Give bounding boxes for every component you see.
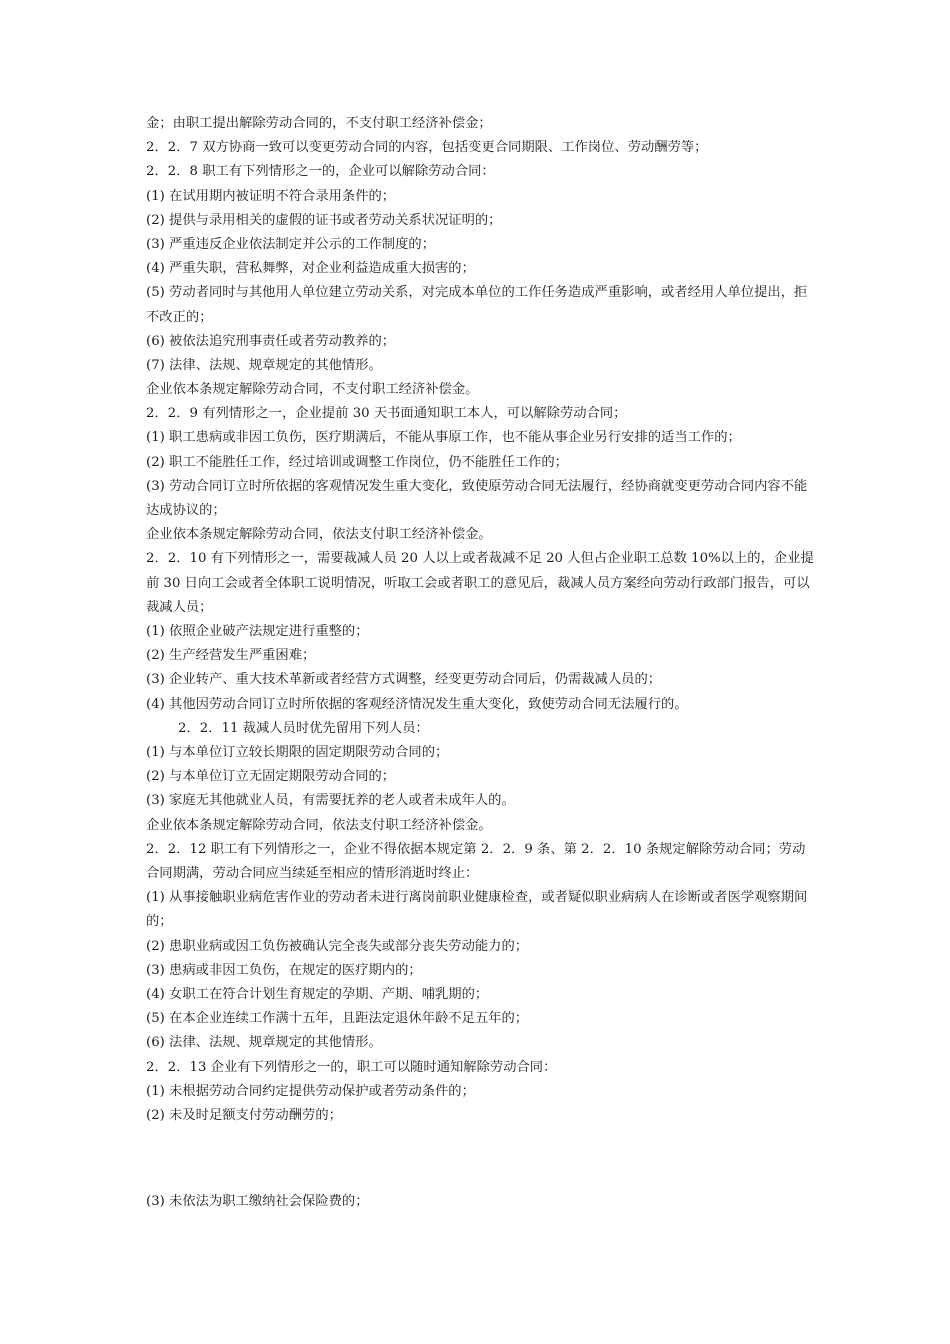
list-item: (3) 未依法为职工缴纳社会保险费的；	[146, 1194, 369, 1210]
clause-2-2-11: 2．2．11 裁减人员时优先留用下列人员：	[178, 720, 429, 736]
list-item: (2) 未及时足额支付劳动酬劳的；	[146, 1107, 342, 1123]
list-item: (5) 劳动者同时与其他用人单位建立劳动关系，对完成本单位的工作任务造成严重影响，或者经用人单位提出，拒不改正的；	[146, 285, 808, 325]
list-item: (1) 在试用期内被证明不符合录用条件的；	[146, 188, 396, 204]
list-item: (1) 从事接触职业病危害作业的劳动者未进行离岗前职业健康检查，或者疑似职业病病人在诊断或者医学观察期间的；	[146, 890, 808, 930]
clause-2-2-12: 2．2．12 职工有下列情形之一，企业不得依据本规定第 2．2．9 条、第 2．2．10 条规定解除劳动合同；劳动合同期满，劳动合同应当续延至相应的情形消逝时终止：	[146, 841, 806, 881]
list-item: (1) 职工患病或非因工负伤，医疗期满后，不能从事原工作，也不能从事企业另行安排的适当工作的；	[146, 430, 741, 446]
list-item: (3) 严重违反企业依法制定并公示的工作制度的；	[146, 236, 435, 252]
text-line: 金；由职工提出解除劳动合同的，不支付职工经济补偿金；	[146, 116, 492, 131]
list-item: (5) 在本企业连续工作满十五年，且距法定退休年龄不足五年的；	[146, 1011, 529, 1027]
list-item: (2) 提供与录用相关的虚假的证书或者劳动关系状况证明的；	[146, 212, 502, 228]
text-line: 企业依本条规定解除劳动合同，不支付职工经济补偿金。	[146, 382, 479, 398]
list-item: (4) 其他因劳动合同订立时所依据的客观经济情况发生重大变化，致使劳动合同无法履行的。	[146, 696, 688, 712]
list-item: (6) 法律、法规、规章规定的其他情形。	[146, 1035, 382, 1051]
clause-2-2-13: 2．2．13 企业有下列情形之一的，职工可以随时通知解除劳动合同：	[146, 1059, 557, 1075]
text-line: 企业依本条规定解除劳动合同，依法支付职工经济补偿金。	[146, 527, 492, 543]
list-item: (2) 生产经营发生严重困难；	[146, 648, 316, 664]
list-item: (2) 与本单位订立无固定期限劳动合同的；	[146, 769, 396, 785]
clause-2-2-9: 2．2．9 有列情形之一，企业提前 30 天书面通知职工本人，可以解除劳动合同；	[146, 406, 627, 422]
list-item: (3) 患病或非因工负伤，在规定的医疗期内的；	[146, 962, 422, 978]
list-item: (2) 患职业病或因工负伤被确认完全丧失或部分丧失劳动能力的；	[146, 938, 529, 954]
page-gap	[146, 1128, 816, 1190]
clause-2-2-7: 2．2．7 双方协商一致可以变更劳动合同的内容，包括变更合同期限、工作岗位、劳动酬劳等；	[146, 140, 708, 156]
list-item: (3) 企业转产、重大技术革新或者经营方式调整，经变更劳动合同后，仍需裁减人员的；	[146, 672, 662, 688]
document-body	[146, 112, 816, 1214]
list-item: (7) 法律、法规、规章规定的其他情形。	[146, 357, 382, 373]
list-item: (3) 劳动合同订立时所依据的客观情况发生重大变化，致使原劳动合同无法履行，经协商就变更劳动合同内容不能达成协议的；	[146, 478, 808, 519]
list-item: (6) 被依法追究刑事责任或者劳动教养的；	[146, 333, 396, 349]
text-line: 企业依本条规定解除劳动合同，依法支付职工经济补偿金。	[146, 817, 492, 833]
list-item: (2) 职工不能胜任工作，经过培训或调整工作岗位，仍不能胜任工作的；	[146, 454, 568, 470]
list-item: (3) 家庭无其他就业人员，有需要抚养的老人或者未成年人的。	[146, 793, 515, 809]
list-item: (4) 严重失职，营私舞弊，对企业利益造成重大损害的；	[146, 261, 475, 277]
clause-2-2-10: 2．2．10 有下列情形之一，需要裁减人员 20 人以上或者裁减不足 20 人但占企业职工总数 10%以上的，企业提前 30 日向工会或者全体职工说明情况，听取工会或者职工的意见后，裁减人员方案经向劳动行政部门报告，可以裁减人员；	[146, 551, 814, 615]
list-item: (4) 女职工在符合计划生育规定的孕期、产期、哺乳期的；	[146, 986, 489, 1002]
list-item: (1) 未根据劳动合同约定提供劳动保护或者劳动条件的；	[146, 1083, 475, 1099]
clause-2-2-8: 2．2．8 职工有下列情形之一的，企业可以解除劳动合同：	[146, 164, 495, 180]
list-item: (1) 与本单位订立较长期限的固定期限劳动合同的；	[146, 745, 449, 760]
list-item: (1) 依照企业破产法规定进行重整的；	[146, 624, 369, 640]
